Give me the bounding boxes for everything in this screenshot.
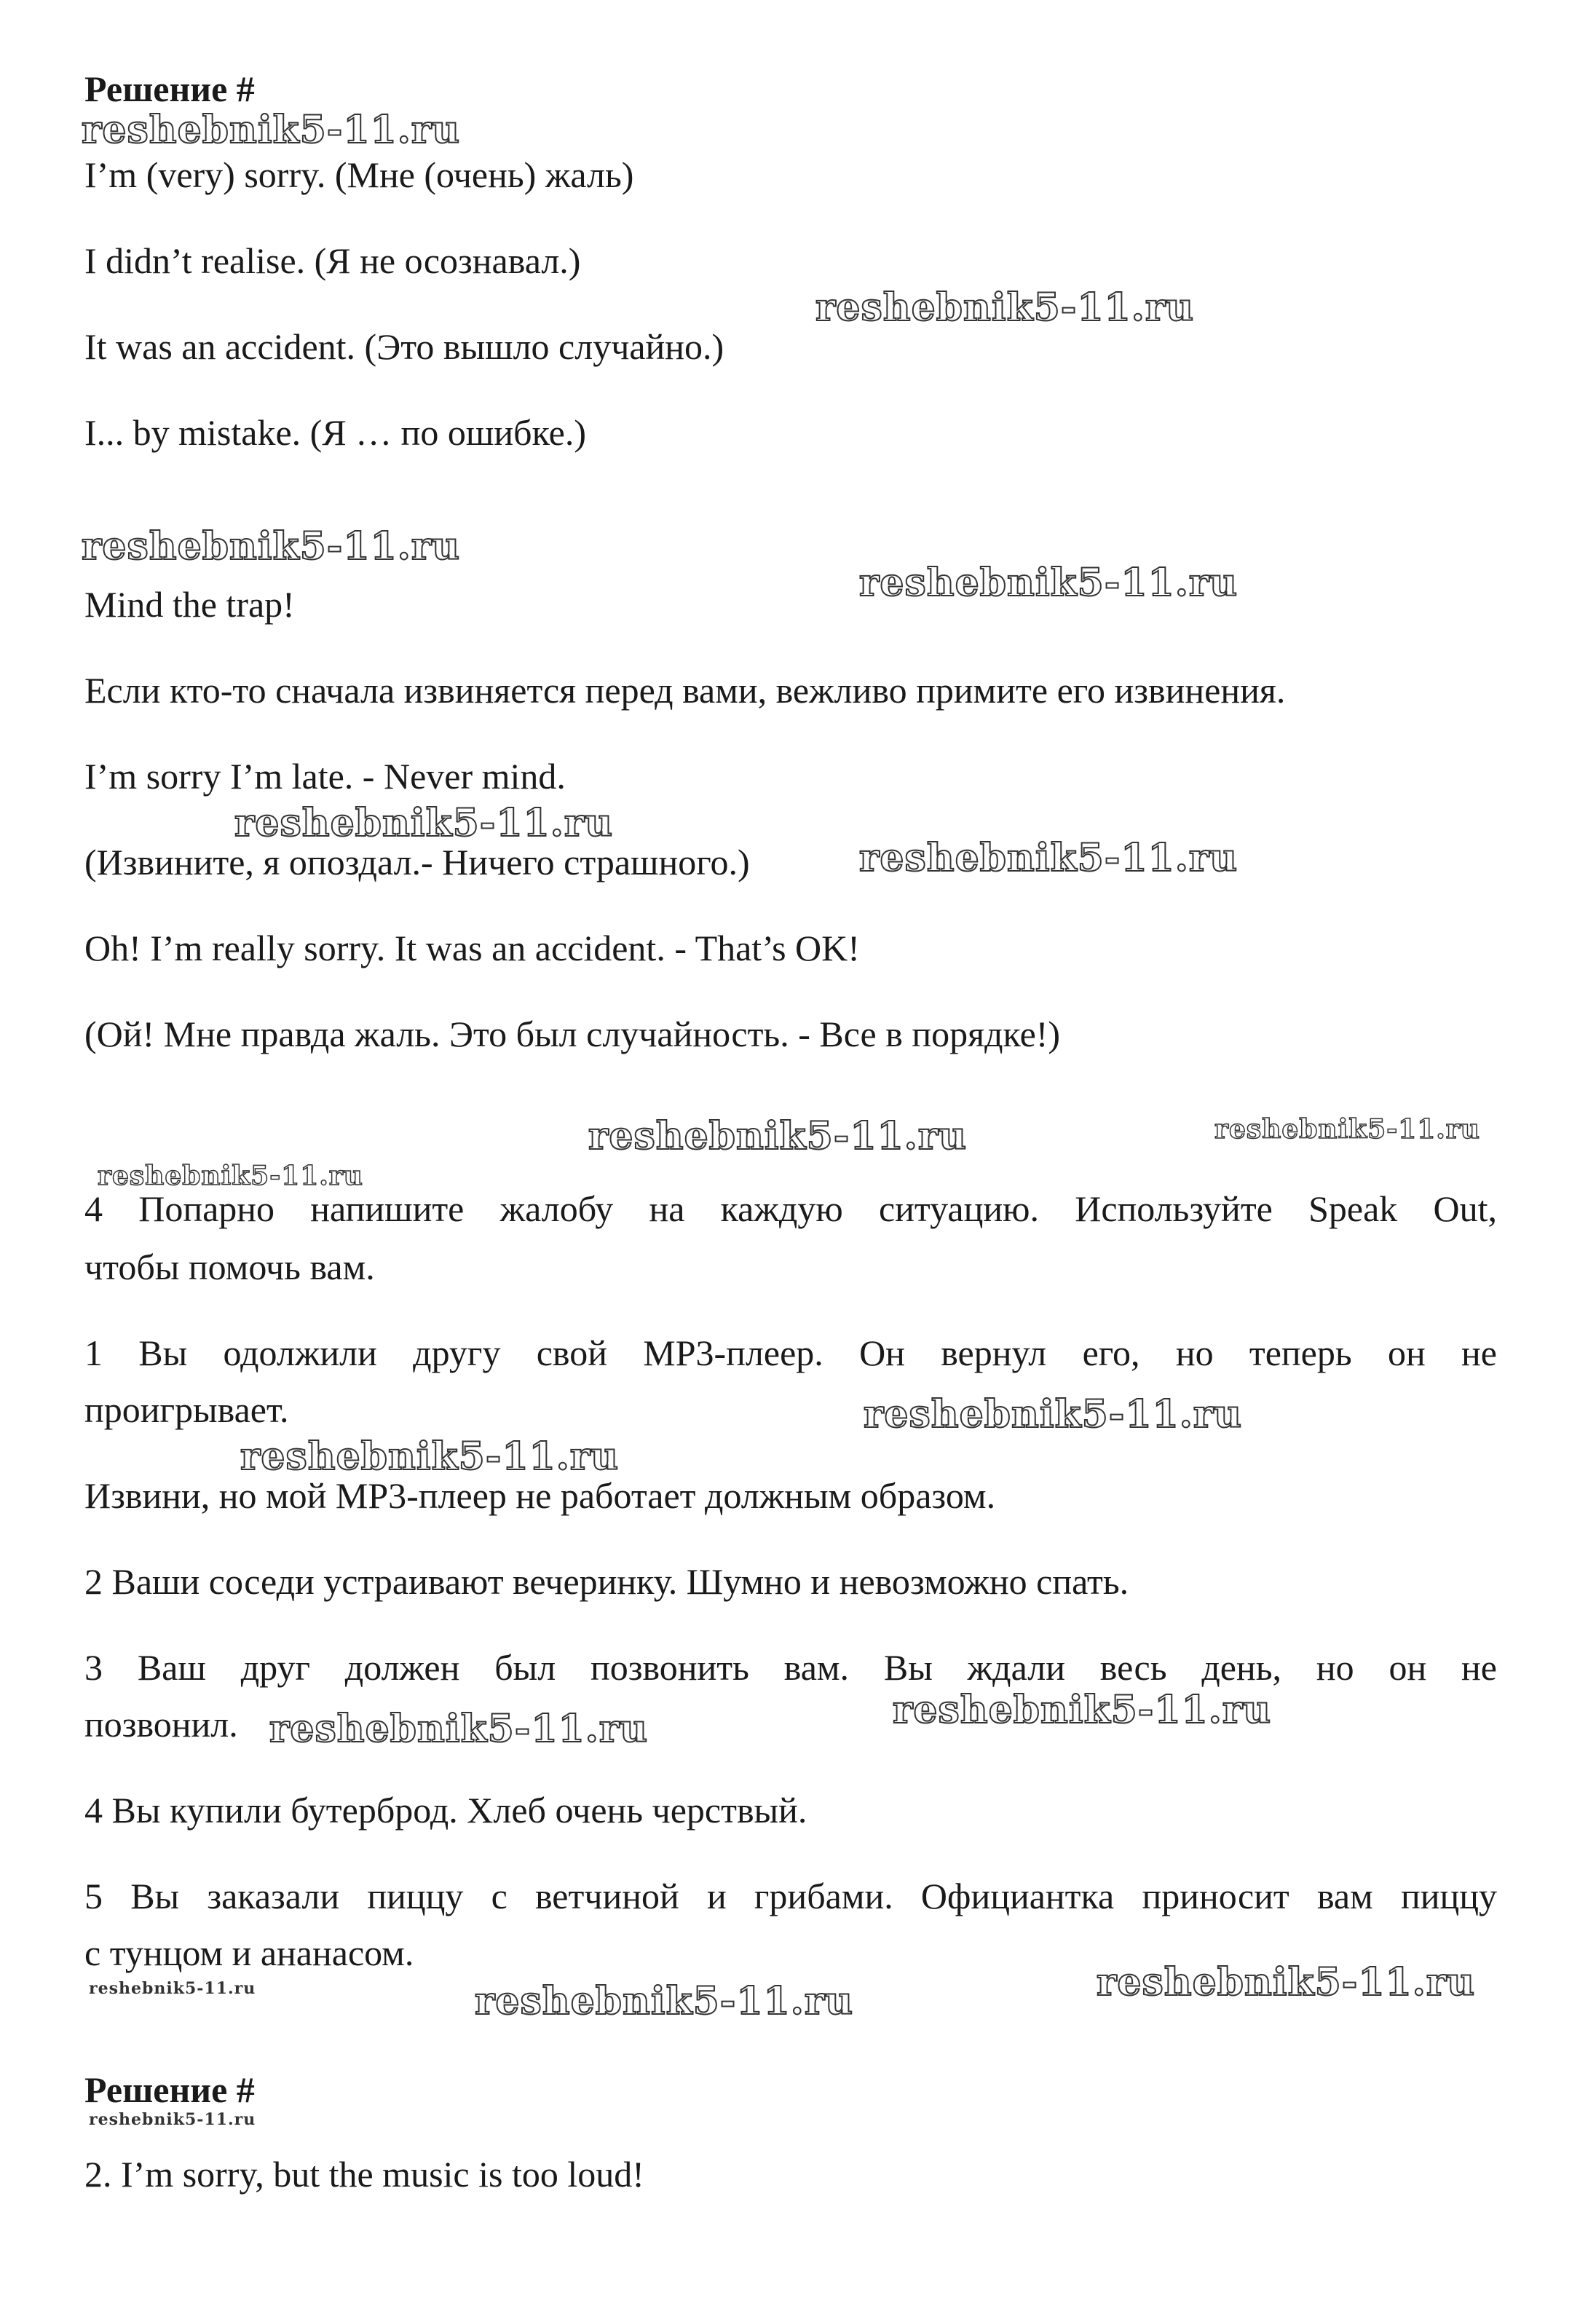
watermark: reshebnik5-11.ru [89, 1979, 256, 1998]
watermark: reshebnik5-11.ru [1097, 1960, 1476, 2005]
watermark: reshebnik5-11.ru [234, 801, 614, 845]
task-instruction: 4 Попарно напишите жалобу на каждую ситуацию. Используйте Speak Out, [84, 1188, 1497, 1229]
answer-text: Извини, но мой MP3-плеер не работает должным образом. [84, 1475, 996, 1516]
situation-text: 5 Вы заказали пиццу с ветчиной и грибами. Официантка приносит вам пиццу [84, 1876, 1497, 1916]
situation-text: 2 Ваши соседи устраивают вечеринку. Шумно и невозможно спать. [84, 1561, 1129, 1602]
watermark: reshebnik5-11.ru [82, 524, 461, 569]
watermark: reshebnik5-11.ru [893, 1688, 1272, 1732]
solution-heading: Решение # [84, 68, 255, 109]
phrase-line: I... by mistake. (Я … по ошибке.) [84, 412, 587, 453]
watermark: reshebnik5-11.ru [475, 1979, 854, 2023]
situation-text: 4 Вы купили бутерброд. Хлеб очень черствый. [84, 1790, 807, 1831]
example-line: Oh! I’m really sorry. It was an accident. - That’s OK! [84, 928, 860, 968]
watermark: reshebnik5-11.ru [98, 1161, 363, 1191]
watermark: reshebnik5-11.ru [815, 285, 1195, 330]
trap-note: Если кто-то сначала извиняется перед вами, вежливо примите его извинения. [84, 670, 1286, 711]
example-line: (Ой! Мне правда жаль. Это был случайность. - Все в порядке!) [84, 1014, 1061, 1054]
phrase-line: I didn’t realise. (Я не осознавал.) [84, 240, 581, 281]
situation-text: позвонил. [84, 1704, 238, 1745]
watermark: reshebnik5-11.ru [240, 1434, 620, 1479]
phrase-line: I’m (very) sorry. (Мне (очень) жаль) [84, 154, 634, 195]
watermark: reshebnik5-11.ru [859, 836, 1239, 880]
situation-text: с тунцом и ананасом. [84, 1932, 414, 1973]
example-line: (Извините, я опоздал.- Ничего страшного.) [84, 842, 750, 882]
situation-text: проигрывает. [84, 1389, 289, 1430]
phrase-line: It was an accident. (Это вышло случайно.) [84, 326, 724, 367]
watermark: reshebnik5-11.ru [588, 1114, 968, 1158]
section-title: Mind the trap! [84, 584, 295, 625]
answer-text: 2. I’m sorry, but the music is too loud! [84, 2154, 644, 2195]
situation-text: 3 Ваш друг должен был позвонить вам. Вы ждали весь день, но он не [84, 1647, 1497, 1688]
solution-heading: Решение # [84, 2069, 255, 2110]
situation-text: 1 Вы одолжили другу свой MP3-плеер. Он вернул его, но теперь он не [84, 1332, 1497, 1373]
task-instruction: чтобы помочь вам. [84, 1247, 375, 1287]
watermark: reshebnik5-11.ru [859, 561, 1239, 605]
example-line: I’m sorry I’m late. - Never mind. [84, 756, 566, 797]
watermark: reshebnik5-11.ru [864, 1392, 1243, 1437]
watermark: reshebnik5-11.ru [82, 108, 461, 152]
watermark: reshebnik5-11.ru [269, 1707, 649, 1751]
watermark: reshebnik5-11.ru [89, 2110, 256, 2129]
watermark: reshebnik5-11.ru [1214, 1114, 1480, 1145]
